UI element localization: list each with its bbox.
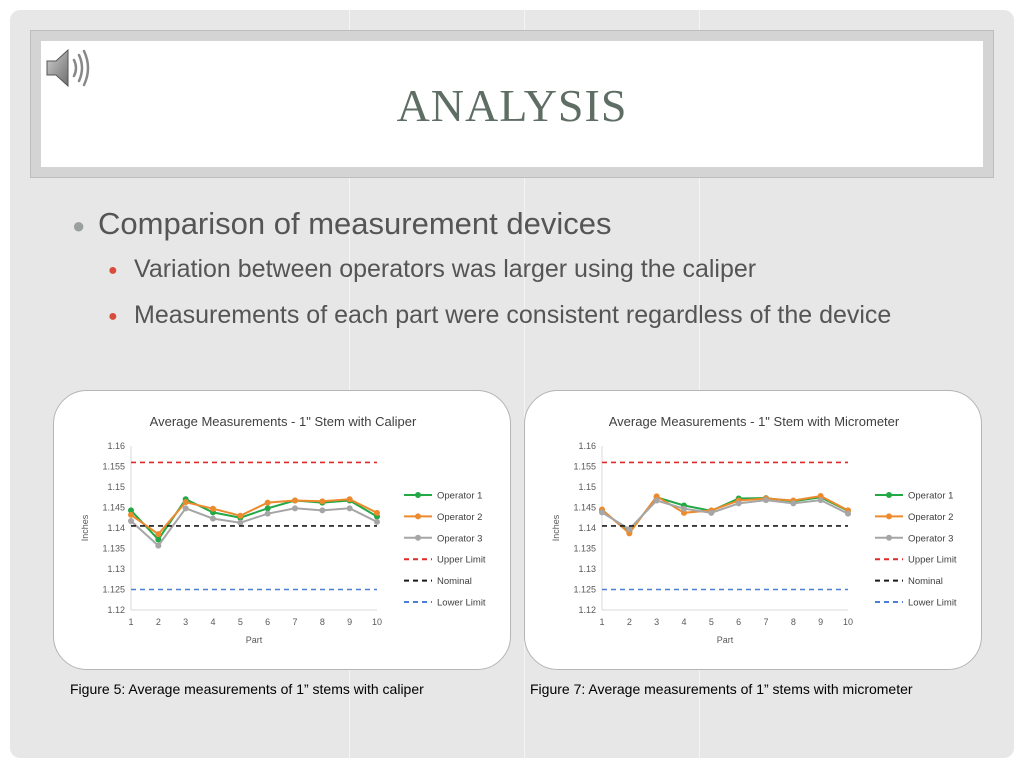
y-tick-label: 1.155 <box>573 461 596 472</box>
data-point-operator-3 <box>654 498 660 504</box>
legend-marker-operator-1 <box>886 492 892 498</box>
data-point-operator-3 <box>599 509 605 515</box>
y-tick-label: 1.14 <box>578 523 596 533</box>
data-point-operator-3 <box>818 497 824 503</box>
sub-bullet-item <box>108 252 972 288</box>
x-tick-label: 5 <box>708 617 714 627</box>
figure-caption-micrometer: Figure 7: Average measurements of 1” stems with micrometer <box>530 681 913 697</box>
bullet-list <box>72 206 972 334</box>
legend-label-operator-2: Operator 2 <box>437 511 483 523</box>
x-tick-label: 10 <box>842 617 854 627</box>
data-point-operator-3 <box>319 507 325 513</box>
legend-marker-operator-2 <box>886 513 892 519</box>
x-tick-label: 9 <box>347 617 353 627</box>
x-tick-label: 9 <box>818 617 824 627</box>
data-point-operator-1 <box>265 505 271 511</box>
legend-label-lower-limit: Lower Limit <box>908 597 957 609</box>
data-point-operator-3 <box>626 526 632 532</box>
micrometer-chart <box>525 391 982 670</box>
data-point-operator-3 <box>681 506 687 512</box>
legend-marker-operator-1 <box>415 492 421 498</box>
data-point-operator-3 <box>183 505 189 511</box>
speaker-icon[interactable] <box>44 46 92 90</box>
y-tick-label: 1.145 <box>573 502 596 513</box>
x-tick-label: 3 <box>183 617 189 627</box>
chart-title: Average Measurements - 1" Stem with Micrometer <box>608 414 900 429</box>
caliper-chart <box>54 391 511 670</box>
x-tick-label: 5 <box>237 617 243 627</box>
y-axis-label: Inches <box>80 514 90 542</box>
x-tick-label: 8 <box>319 617 325 627</box>
y-tick-label: 1.15 <box>107 482 125 492</box>
data-point-operator-2 <box>265 500 271 506</box>
legend-label-operator-3: Operator 3 <box>908 533 954 545</box>
data-point-operator-3 <box>845 511 851 517</box>
x-axis-label: Part <box>716 635 734 645</box>
data-point-operator-2 <box>319 498 325 504</box>
legend-label-operator-3: Operator 3 <box>437 533 483 545</box>
sub-bullet-text: Variation between operators was larger using the caliper <box>134 255 757 283</box>
data-point-operator-3 <box>128 518 134 524</box>
x-tick-label: 10 <box>371 617 383 627</box>
x-tick-label: 6 <box>736 617 742 627</box>
data-point-operator-2 <box>237 513 243 519</box>
data-point-operator-3 <box>210 516 216 522</box>
x-tick-label: 8 <box>790 617 796 627</box>
data-point-operator-2 <box>210 506 216 512</box>
y-tick-label: 1.16 <box>107 441 125 451</box>
bullet-dot-icon: ● <box>72 213 86 238</box>
data-point-operator-3 <box>292 505 298 511</box>
chart-title: Average Measurements - 1" Stem with Caliper <box>149 414 417 429</box>
y-tick-label: 1.13 <box>578 564 596 574</box>
series-line-operator-1 <box>602 497 848 532</box>
x-tick-label: 1 <box>599 617 605 627</box>
data-point-operator-2 <box>347 496 353 502</box>
bullet-text: Comparison of measurement devices <box>98 206 612 241</box>
sub-bullet-dot-icon: ● <box>108 308 118 325</box>
data-point-operator-3 <box>347 505 353 511</box>
y-tick-label: 1.135 <box>102 543 125 554</box>
data-point-operator-3 <box>237 520 243 526</box>
data-point-operator-2 <box>183 499 189 505</box>
y-tick-label: 1.12 <box>578 605 596 615</box>
y-tick-label: 1.125 <box>573 584 596 595</box>
x-tick-label: 3 <box>654 617 660 627</box>
chart-card-caliper <box>53 390 511 670</box>
y-tick-label: 1.135 <box>573 543 596 554</box>
x-tick-label: 4 <box>210 617 216 627</box>
y-tick-label: 1.16 <box>578 441 596 451</box>
x-tick-label: 2 <box>155 617 161 627</box>
legend-label-upper-limit: Upper Limit <box>908 554 957 566</box>
legend-marker-operator-3 <box>415 535 421 541</box>
legend-label-operator-1: Operator 1 <box>908 490 954 502</box>
legend-label-operator-2: Operator 2 <box>908 511 954 523</box>
x-tick-label: 7 <box>292 617 298 627</box>
y-tick-label: 1.12 <box>107 605 125 615</box>
slide <box>10 10 1014 758</box>
bullet-item <box>72 206 972 242</box>
title-box <box>41 41 983 167</box>
x-tick-label: 4 <box>681 617 687 627</box>
slide-title: ANALYSIS <box>396 80 628 131</box>
x-tick-label: 2 <box>626 617 632 627</box>
data-point-operator-3 <box>790 500 796 506</box>
title-frame <box>30 30 994 178</box>
sub-bullet-text: Measurements of each part were consistent regardless of the device <box>134 301 892 329</box>
legend-label-operator-1: Operator 1 <box>437 490 483 502</box>
y-tick-label: 1.15 <box>578 482 596 492</box>
y-tick-label: 1.155 <box>102 461 125 472</box>
data-point-operator-3 <box>763 497 769 503</box>
figure-caption-caliper: Figure 5: Average measurements of 1” stems with caliper <box>70 681 424 697</box>
legend-marker-operator-3 <box>886 535 892 541</box>
y-tick-label: 1.13 <box>107 564 125 574</box>
data-point-operator-3 <box>736 500 742 506</box>
y-tick-label: 1.125 <box>102 584 125 595</box>
series-line-operator-2 <box>131 499 377 534</box>
y-tick-label: 1.145 <box>102 502 125 513</box>
x-tick-label: 6 <box>265 617 271 627</box>
legend-marker-operator-2 <box>415 513 421 519</box>
legend-label-upper-limit: Upper Limit <box>437 554 486 566</box>
chart-card-micrometer <box>524 390 982 670</box>
data-point-operator-3 <box>155 543 161 549</box>
y-axis-label: Inches <box>551 514 561 542</box>
sub-bullet-dot-icon: ● <box>108 262 118 279</box>
data-point-operator-3 <box>374 519 380 525</box>
sub-bullet-item <box>108 298 928 334</box>
legend-label-nominal: Nominal <box>908 576 943 588</box>
data-point-operator-2 <box>374 510 380 516</box>
data-point-operator-3 <box>265 511 271 517</box>
y-tick-label: 1.14 <box>107 523 125 533</box>
x-tick-label: 1 <box>128 617 134 627</box>
data-point-operator-2 <box>128 512 134 518</box>
legend-label-lower-limit: Lower Limit <box>437 597 486 609</box>
data-point-operator-2 <box>292 498 298 504</box>
x-axis-label: Part <box>245 635 263 645</box>
data-point-operator-3 <box>708 510 714 516</box>
legend-label-nominal: Nominal <box>437 576 472 588</box>
x-tick-label: 7 <box>763 617 769 627</box>
data-point-operator-2 <box>155 531 161 537</box>
